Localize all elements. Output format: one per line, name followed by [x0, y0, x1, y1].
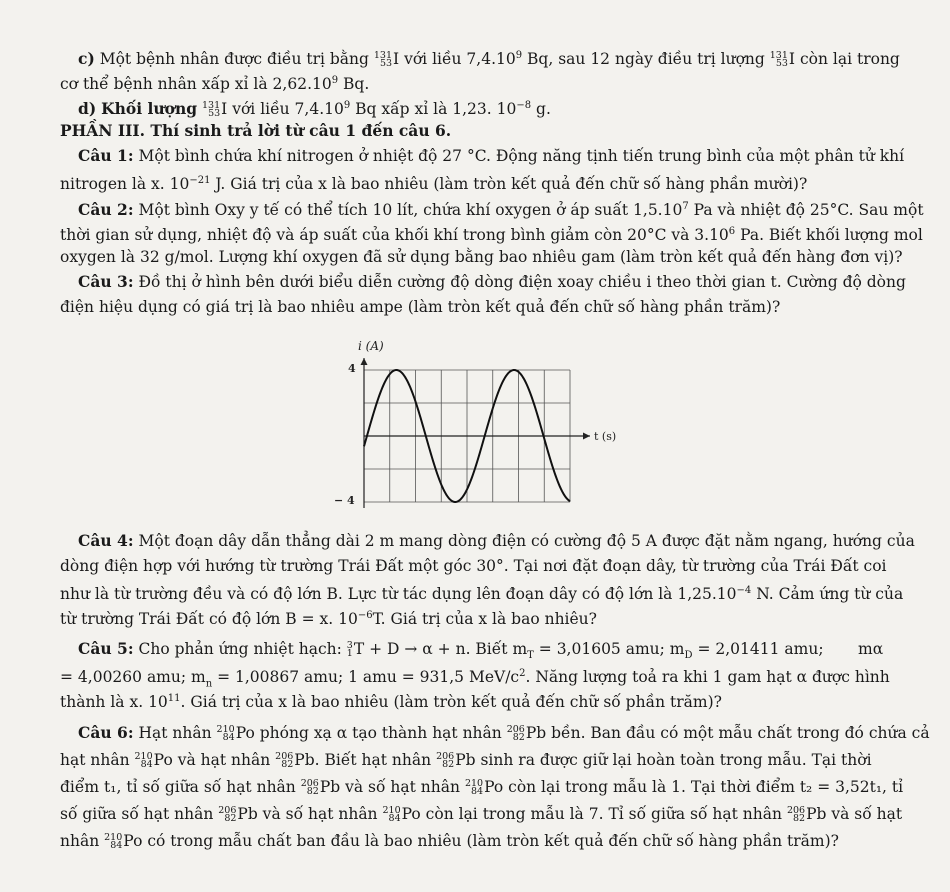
section-title: PHẦN III. Thí sinh trả lời từ câu 1 đến câu 6. [60, 121, 452, 140]
isotope-i131: 131 53 [769, 50, 788, 70]
q6-line-5: nhân 210 84 Po có trong mẫu chất ban đầu là bao nhiêu (làm tròn kết quả đến chữ số hàng phần trăm)? [60, 832, 839, 851]
q3-line-2: điện hiệu dụng có giá trị là bao nhiêu ampe (làm tròn kết quả đến chữ số hàng phần trăm)? [60, 298, 781, 316]
q4-line-4: từ trường Trái Đất có độ lớn B = x. $10^{-6}T$. Giá trị của x là bao nhiêu? [60, 610, 597, 629]
q1-line-2: nitrogen là x. $10^{-21}$ J. Giá trị của x là bao nhiêu (làm tròn kết quả đến chữ số hàng phần mười)? [60, 175, 808, 194]
q1-line-1: Câu 1: Một bình chứa khí nitrogen ở nhiệt độ 27 °C. Động năng tịnh tiến trung bình của một phân tử khí [78, 146, 905, 165]
y-tick-max: 4 [348, 362, 356, 375]
q5-line-1: Câu 5: Cho phản ứng nhiệt hạch: 3 1 T + D → α + n. Biết $m_T = 3,01605$ amu; $m_D = 2,01411$ amu; [78, 639, 824, 662]
q4-line-1: Câu 4: Một đoạn dây dẫn thẳng dài 2 m mang dòng điện có cường độ 5 A được đặt nằm ngang, hướng của [78, 531, 915, 550]
q6-line-2: hạt nhân 210 84 Po và hạt nhân 206 82 Pb. Biết hạt nhân 206 82 Pb sinh ra được giữ lại hoàn toàn trong mẫu. Tại thời [60, 751, 872, 770]
q4-line-2: dòng điện hợp với hướng từ trường Trái Đất một góc 30°. Tại nơi đặt đoạn dây, từ trường của Trái Đất coi [60, 557, 887, 575]
q6-line-4: số giữa số hạt nhân 206 82 Pb và số hạt nhân 210 84 Po còn lại trong mẫu là 7. Tỉ số giữa số hạt nhân 206 82 Pb và số hạt [60, 805, 903, 824]
y-axis-label: i (A) [358, 339, 384, 353]
isotope-i131: 131 53 [202, 100, 221, 120]
q5-malpha: mα [858, 640, 884, 658]
q6-line-3: điểm t₁, tỉ số giữa số hạt nhân 206 82 Pb và số hạt nhân 210 84 Po còn lại trong mẫu là 1. Tại thời điểm t₂ = 3,52t₁, tỉ [60, 778, 904, 797]
current-time-graph [330, 338, 630, 518]
q5-line-2: = 4,00260 amu; $m_n = 1,00867$ amu; 1 amu = 931,5 MeV/$c^2$. Năng lượng toả ra khi 1 gam hạt α được hình [60, 668, 890, 690]
q6-line-1: Câu 6: Hạt nhân 210 84 Po phóng xạ α tạo thành hạt nhân 206 82 Pb bền. Ban đầu có một mẫu chất trong đó chứa cả [78, 723, 930, 743]
q3-line-1: Câu 3: Đồ thị ở hình bên dưới biểu diễn cường độ dòng điện xoay chiều i theo thời gian t. Cường độ dòng [78, 272, 906, 291]
q2-line-2: thời gian sử dụng, nhiệt độ và áp suất của khối khí trong bình giảm còn 20°C và 3.10$^6$ Pa. Biết khối lượng mol [60, 226, 923, 245]
q5-line-3: thành là x. $10^{11}$. Giá trị của x là bao nhiêu (làm tròn kết quả đến chữ số phần trăm)? [60, 693, 722, 712]
q2-line-1: Câu 2: Một bình Oxy y tế có thể tích 10 lít, chứa khí oxygen ở áp suất 1,5.10$^7$ Pa và nhiệt độ 25°C. Sau một [78, 200, 924, 220]
isotope-i131: 131 53 [373, 50, 393, 70]
part-c-line-1: c) Một bệnh nhân được điều trị bằng 131 53 I với liều 7,4.10$^9$ Bq, sau 12 ngày điều trị lượng 131 53 I còn lại trong [78, 49, 900, 70]
q4-line-3: như là từ trường đều và có độ lớn B. Lực từ tác dụng lên đoạn dây có độ lớn là $1,25.10^{-4}$ N. Cảm ứng từ của [60, 585, 904, 604]
y-tick-min: − 4 [334, 494, 355, 507]
part-c-line-2: cơ thể bệnh nhân xấp xỉ là 2,62.10$^9$ Bq. [60, 75, 370, 94]
q2-line-3: oxygen là 32 g/mol. Lượng khí oxygen đã sử dụng bằng bao nhiêu gam (làm tròn kết quả đến hàng đơn vị)? [60, 248, 903, 266]
x-axis-label: t (s) [594, 430, 617, 443]
part-d-line: d) Khối lượng 131 53 I với liều 7,4.10$^9$ Bq xấp xỉ là 1,23. $10^{-8}$ g. [78, 99, 551, 120]
